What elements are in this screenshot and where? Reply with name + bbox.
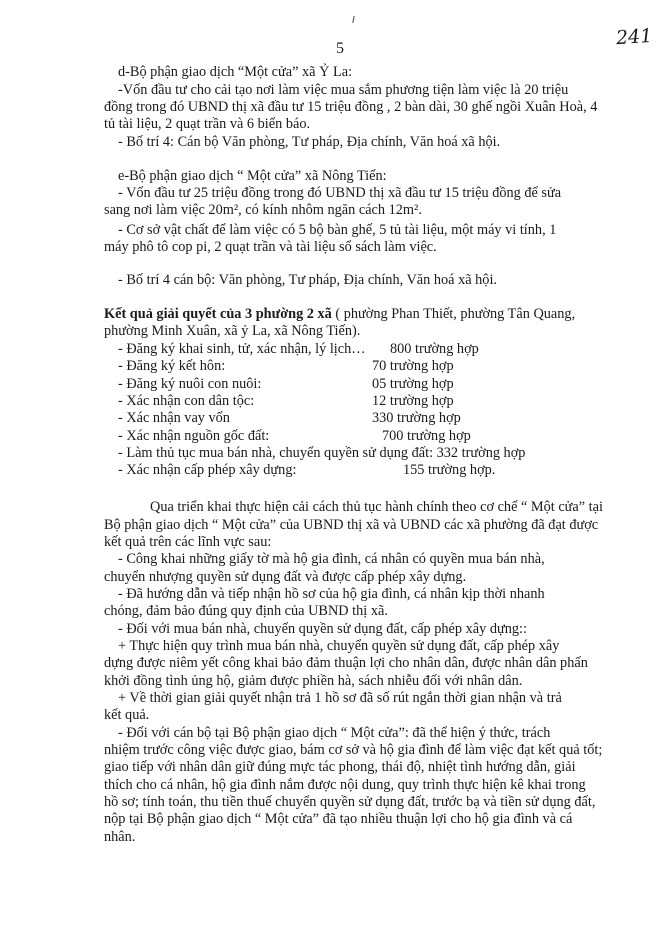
result-item [118,341,479,358]
result-label: - Xác nhận con dân tộc: [118,393,255,409]
result-label: - Đăng ký khai sinh, tử, xác nhận, lý lịch… [118,341,366,357]
section-e-line: - Bố trí 4 cán bộ: Văn phòng, Tư pháp, Địa chính, Văn hoá xã hội. [118,272,498,288]
result-value: 330 trường hợp [372,410,461,426]
section-d-line: - Bố trí 4: Cán bộ Văn phòng, Tư pháp, Địa chính, Văn hoá xã hội. [118,134,501,150]
conclusion-line: thích cho cá nhân, hộ gia đình nắm được nội dung, quy trình thực hiện kê khai trong [104,777,586,793]
conclusion-line: - Đối với cán bộ tại Bộ phận giao dịch “ Một cửa”: đã thể hiện ý thức, trách [118,725,551,741]
conclusion-line: kết quả. [104,707,150,723]
result-label: - Đăng ký kết hôn: [118,358,226,374]
section-d-line: tủ tài liệu, 2 quạt trần và 6 biển báo. [104,116,311,132]
conclusion-line: nhiệm trước công việc được giao, bám cơ sở và hộ gia đình để làm việc đạt kết quả tốt; [104,742,603,758]
section-e-heading: e-Bộ phận giao dịch “ Một cửa” xã Nông Tiến: [118,168,387,184]
conclusion-line: chuyển nhượng quyền sử dụng đất và được cấp phép xây dựng. [104,569,467,585]
conclusion-line: khởi đồng tình ủng hộ, giảm được phiền hà, sách nhiễu đối với nhân dân. [104,673,523,689]
conclusion-line: giao tiếp với nhân dân giữ đúng mực tác phong, thái độ, nhiệt tình hướng dẫn, giải [104,759,576,775]
result-label: - Đăng ký nuôi con nuôi: [118,376,262,392]
result-value: 05 trường hợp [372,376,454,392]
conclusion-line: - Đã hướng dẫn và tiếp nhận hồ sơ của hộ gia đình, cá nhân kịp thời nhanh [118,586,545,602]
result-item [118,410,461,427]
section-d-heading: d-Bộ phận giao dịch “Một cửa” xã Ỷ La: [118,64,353,80]
conclusion-line: hồ sơ; tính toán, thu tiền thuế chuyển quyền sử dụng đất, trước bạ và tiền sử dụng đất, [104,794,596,810]
page-number: 5 [336,40,344,57]
result-label: - Xác nhận nguồn gốc đất: [118,428,270,444]
result-item [118,445,525,462]
section-d-line: đồng trong đó UBND thị xã đầu tư 15 triệu đồng , 2 bàn dài, 30 ghế ngồi Xuân Hoà, 4 [104,99,598,115]
results-heading [104,306,575,323]
conclusion-line: nộp tại Bộ phận giao dịch “ Một cửa” đã tạo nhiều thuận lợi cho hộ gia đình và cá [104,811,573,827]
result-item [118,428,471,445]
result-value: 700 trường hợp [382,428,471,444]
results-heading-bold: Kết quả giải quyết của 3 phường 2 xã [104,306,332,322]
results-heading-rest: ( phường Phan Thiết, phường Tân Quang, [331,306,576,322]
conclusion-line: nhân. [104,829,136,845]
conclusion-line: - Công khai những giấy tờ mà hộ gia đình, cá nhân có quyền mua bán nhà, [118,551,545,567]
conclusion-line: dựng được niêm yết công khai bảo đảm thuận lợi cho nhân dân, được nhân dân phấn [104,655,588,671]
handwritten-page-number: 241 [615,24,653,50]
section-d-line: -Vốn đầu tư cho cải tạo nơi làm việc mua sắm phương tiện làm việc là 20 triệu [118,82,569,98]
scan-mark [352,16,354,23]
result-item [118,462,496,479]
results-heading-line2: phường Minh Xuân, xã ỷ La, xã Nông Tiến). [104,323,361,339]
result-label: - Làm thủ tục mua bán nhà, chuyển quyền sử dụng đất: 332 trường hợp [118,445,526,461]
conclusion-line: kết quả trên các lĩnh vực sau: [104,534,272,550]
result-value: 800 trường hợp [390,341,479,357]
result-value: 70 trường hợp [372,358,454,374]
conclusion-line: Qua triển khai thực hiện cải cách thủ tục hành chính theo cơ chế “ Một cửa” tại [150,499,603,515]
conclusion-line: - Đối với mua bán nhà, chuyển quyền sử dụng đất, cấp phép xây dựng:: [118,621,527,637]
result-item [118,393,454,410]
result-value: 155 trường hợp. [403,462,496,478]
section-e-line: - Vốn đầu tư 25 triệu đồng trong đó UBND thị xã đầu tư 15 triệu đồng để sửa [118,185,562,201]
section-e-line: sang nơi làm việc 20m², có kính nhôm ngăn cách 12m². [104,202,422,218]
conclusion-line: Bộ phận giao dịch “ Một cửa” của UBND thị xã và UBND các xã phường đã đạt được [104,517,599,533]
conclusion-line: + Về thời gian giải quyết nhận trả 1 hồ sơ đã số rút ngắn thời gian nhận và trả [118,690,562,706]
conclusion-line: + Thực hiện quy trình mua bán nhà, chuyển quyền sử dụng đất, cấp phép xây [118,638,560,654]
section-e-line: máy phô tô cop pi, 2 quạt trần và tài liệu sổ sách làm việc. [104,239,437,255]
result-value: 12 trường hợp [372,393,454,409]
result-item [118,376,454,393]
result-label: - Xác nhận cấp phép xây dựng: [118,462,297,478]
conclusion-line: chóng, đảm bảo đúng quy định của UBND thị xã. [104,603,388,619]
result-item [118,358,454,375]
section-e-line: - Cơ sở vật chất để làm việc có 5 bộ bàn ghế, 5 tủ tài liệu, một máy vi tính, 1 [118,222,557,238]
result-label: - Xác nhận vay vốn [118,410,230,426]
